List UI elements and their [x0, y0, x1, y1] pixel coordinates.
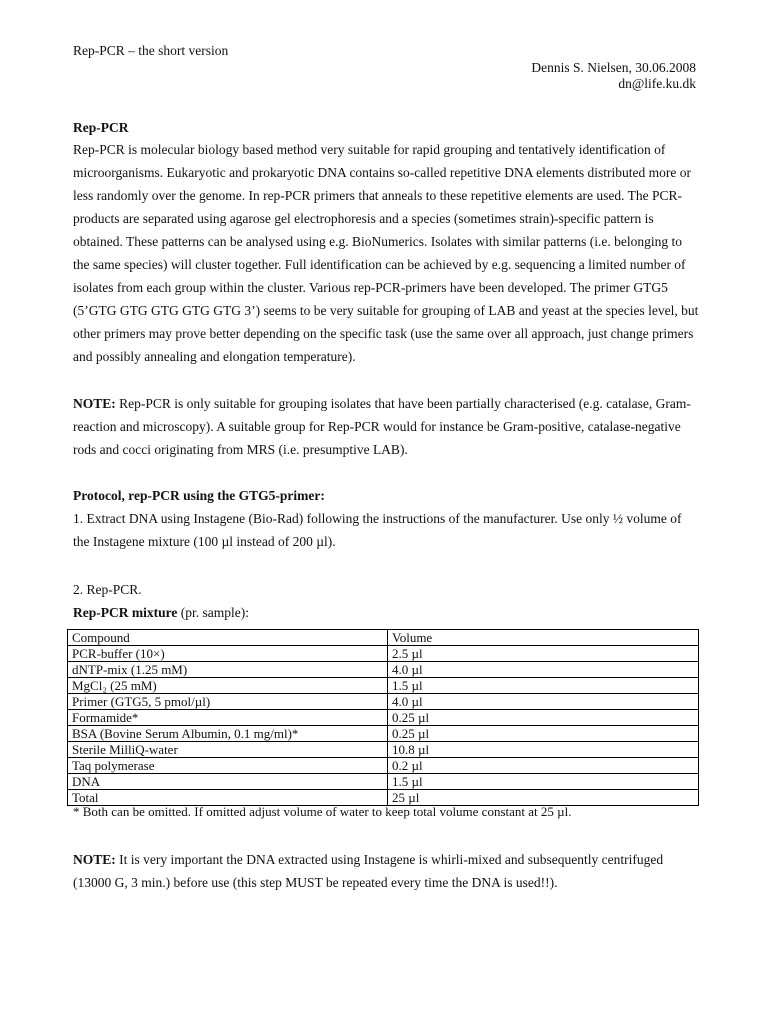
table-footnote: * Both can be omitted. If omitted adjust volume of water to keep total volume constant at 25 µl. [73, 804, 572, 819]
author-email: dn@life.ku.dk [618, 76, 696, 91]
table-cell-volume: 0.2 µl [388, 758, 699, 774]
table-row [68, 774, 699, 790]
table-cell-compound: Formamide* [68, 710, 388, 726]
mixture-table-wrap [67, 629, 699, 806]
note-label: NOTE: [73, 852, 116, 867]
document-title: Rep-PCR – the short version [73, 43, 229, 58]
table-cell-compound: Taq polymerase [68, 758, 388, 774]
table-cell-volume: 4.0 µl [388, 694, 699, 710]
note-text: It is very important the DNA extracted using Instagene is whirli-mixed and subsequently centrifuged (13000 G, 3 min.) before use (this step MUST be repeated every time the DNA is used!!). [73, 852, 664, 890]
table-cell-volume: 4.0 µl [388, 662, 699, 678]
table-row [68, 662, 699, 678]
note-label: NOTE: [73, 396, 116, 411]
table-row [68, 646, 699, 662]
table-cell-compound: Primer (GTG5, 5 pmol/µl) [68, 694, 388, 710]
table-cell-compound: DNA [68, 774, 388, 790]
table-cell-volume: 10.8 µl [388, 742, 699, 758]
table-cell-compound: Total [68, 790, 388, 806]
table-header-volume: Volume [388, 630, 699, 646]
mixture-table [67, 629, 699, 806]
intro-heading: Rep-PCR [73, 120, 129, 135]
table-row [68, 694, 699, 710]
table-cell-compound: PCR-buffer (10×) [68, 646, 388, 662]
table-cell-compound: MgCl₂ (25 mM) [68, 678, 388, 694]
table-cell-volume: 0.25 µl [388, 726, 699, 742]
note-text: Rep-PCR is only suitable for grouping isolates that have been partially characterised (e.g. catalase, Gram-reaction and microscopy). A suitable group for Rep-PCR would for instance be Gram-positive, catalase-negative rods and cocci originating from MRS (i.e. presumptive LAB). [73, 396, 691, 457]
table-cell-volume: 0.25 µl [388, 710, 699, 726]
table-cell-compound: Sterile MilliQ-water [68, 742, 388, 758]
mixture-label: Rep-PCR mixture [73, 605, 178, 620]
table-cell-compound: dNTP-mix (1.25 mM) [68, 662, 388, 678]
table-cell-volume: 1.5 µl [388, 678, 699, 694]
mixture-suffix: (pr. sample): [177, 605, 249, 620]
note-paragraph-1 [73, 392, 701, 461]
intro-paragraph: Rep-PCR is molecular biology based method very suitable for rapid grouping and tentatively identification of microorganisms. Eukaryotic and prokaryotic DNA contains so-called repetitive DNA elements distributed more or less randomly over the genome. In rep-PCR primers that anneals to these repetitive elements are used. The PCR-products are separated using agarose gel electrophoresis and a species (sometimes strain)-specific pattern is obtained. These patterns can be analysed using e.g. BioNumerics. Isolates with similar patterns (i.e. belonging to the same species) will cluster together. Full identification can be achieved by e.g. sequencing a limited number of isolates from each group within the cluster. Various rep-PCR-primers have been developed. The primer GTG5 (5’GTG GTG GTG GTG GTG 3’) seems to be very suitable for grouping of LAB and yeast at the species level, but other primers may prove better depending on the specific task (use the same over all approach, just change primers and possibly annealing and elongation temperature). [73, 142, 699, 364]
protocol-heading: Protocol, rep-PCR using the GTG5-primer: [73, 488, 325, 503]
author-block [531, 60, 696, 92]
note-paragraph-2 [73, 848, 701, 894]
table-row [68, 678, 699, 694]
table-cell-compound: BSA (Bovine Serum Albumin, 0.1 mg/ml)* [68, 726, 388, 742]
table-header-compound: Compound [68, 630, 388, 646]
table-cell-volume: 2.5 µl [388, 646, 699, 662]
table-row [68, 726, 699, 742]
table-cell-volume: 1.5 µl [388, 774, 699, 790]
mixture-caption [73, 601, 701, 624]
table-row [68, 758, 699, 774]
protocol-step-1: 1. Extract DNA using Instagene (Bio-Rad) following the instructions of the manufacturer. Use only ½ volume of the Instagene mixture (100 µl instead of 200 µl). [73, 511, 682, 549]
protocol-step-2: 2. Rep-PCR. [73, 582, 142, 597]
table-header-row [68, 630, 699, 646]
table-row [68, 742, 699, 758]
author-line: Dennis S. Nielsen, 30.06.2008 [531, 60, 696, 75]
table-cell-volume: 25 µl [388, 790, 699, 806]
table-row [68, 710, 699, 726]
